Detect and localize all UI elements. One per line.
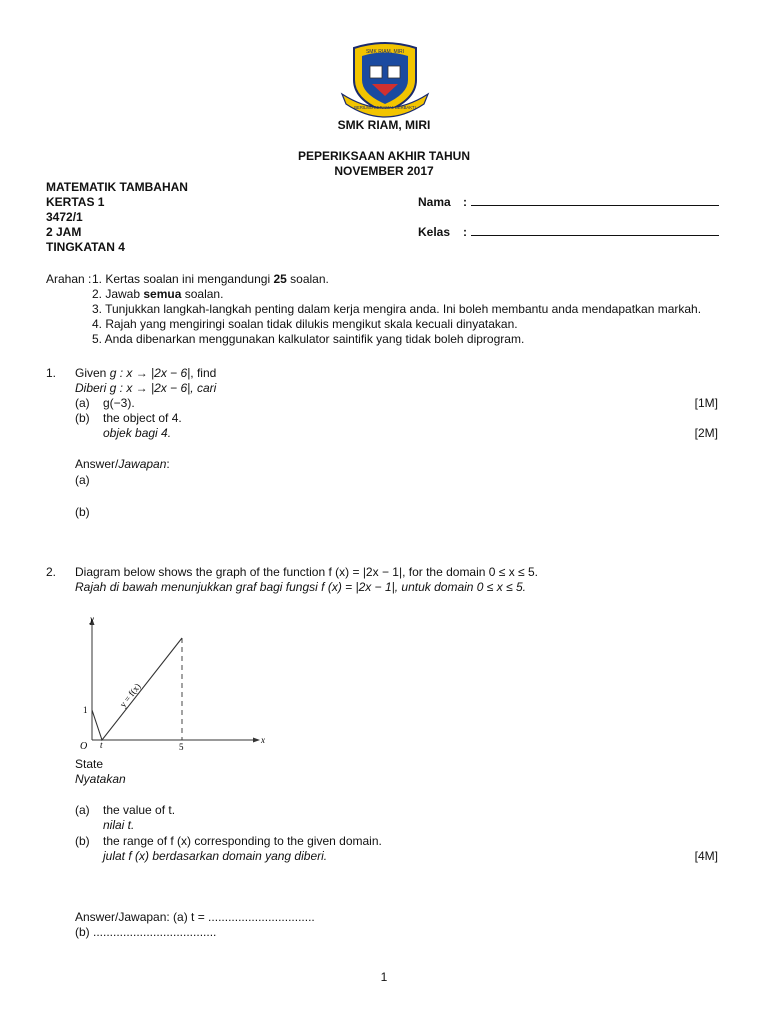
instruction-4: 4. Rajah yang mengiringi soalan tidak dilukis mengikut skala kecuali dinyatakan. (92, 317, 518, 331)
one-tick-label: 1 (83, 705, 88, 715)
t-tick-label: t (100, 740, 103, 750)
q2a-label: (a) (75, 803, 90, 817)
q2b-text-ms: julat f (x) berdasarkan domain yang diberi. (103, 849, 328, 863)
logo-top-text: SMK RIAM, MIRI (365, 49, 405, 55)
exam-date: NOVEMBER 2017 (334, 164, 434, 178)
q1a-marks: [1M] (694, 396, 718, 410)
school-crest-logo (340, 40, 430, 118)
x-axis-arrow (253, 738, 260, 743)
q2-text-ms: Rajah di bawah menunjukkan graf bagi fungsi f (x) = |2x − 1|, untuk domain 0 ≤ x ≤ 5. (75, 580, 526, 594)
q1a-text: g(−3). (103, 396, 135, 410)
q2-state: State (75, 757, 104, 771)
q1a-label: (a) (75, 396, 90, 410)
kelas-label: Kelas (418, 225, 451, 239)
q1-answer-label: Answer/Jawapan: (75, 457, 170, 471)
page-number: 1 (380, 970, 388, 984)
five-tick-label: 5 (179, 742, 184, 752)
subject-name: MATEMATIK TAMBAHAN (46, 180, 188, 194)
kelas-field[interactable]: : (463, 225, 719, 240)
origin-label: O (80, 741, 88, 752)
subject-form: TINGKATAN 4 (46, 240, 125, 254)
nama-label: Nama (418, 195, 451, 209)
q1b-marks: [2M] (694, 426, 718, 440)
school-name: SMK RIAM, MIRI (337, 118, 431, 132)
q1-text-en: Given g : x → |2x − 6|, find (75, 366, 217, 380)
y-axis-label: y (90, 614, 94, 624)
logo-motto-text: BERILMU BERAMAL BERBAKTI (354, 105, 416, 110)
q2-answer-b: (b) ..................................... (75, 925, 217, 939)
q1b-label: (b) (75, 411, 90, 425)
nama-field[interactable]: : (463, 195, 719, 210)
q2-text-en: Diagram below shows the graph of the function f (x) = |2x − 1|, for the domain 0 ≤ x ≤ 5. (75, 565, 538, 579)
subject-duration: 2 JAM (46, 225, 82, 239)
q2b-label: (b) (75, 834, 90, 848)
function-graph (72, 612, 272, 752)
q1-text-ms: Diberi g : x → |2x − 6|, cari (75, 381, 217, 395)
q1-answer-a: (a) (75, 473, 90, 487)
subject-code: 3472/1 (46, 210, 83, 224)
q2-marks: [4M] (694, 849, 718, 863)
q1b-text-ms: objek bagi 4. (103, 426, 172, 440)
subject-paper: KERTAS 1 (46, 195, 105, 209)
q2-number: 2. (46, 565, 57, 579)
curve-label: y = f(x) (117, 681, 143, 710)
instructions-label: Arahan : (46, 272, 92, 286)
q2-answer-a: Answer/Jawapan: (a) t = ................................ (75, 910, 315, 924)
instruction-3: 3. Tunjukkan langkah-langkah penting dalam kerja mengira anda. Ini boleh membantu anda mendapatkan markah. (92, 302, 702, 316)
q1-number: 1. (46, 366, 57, 380)
q2b-text: the range of f (x) corresponding to the given domain. (103, 834, 382, 848)
q2a-text: the value of t. (103, 803, 176, 817)
instruction-2: 2. Jawab semua soalan. (92, 287, 224, 301)
q2a-text-ms: nilai t. (103, 818, 135, 832)
q2-state-ms: Nyatakan (75, 772, 126, 786)
q1-answer-b: (b) (75, 505, 90, 519)
q1b-text: the object of 4. (103, 411, 182, 425)
instruction-5: 5. Anda dibenarkan menggunakan kalkulator saintifik yang tidak boleh diprogram. (92, 332, 525, 346)
instruction-1: 1. Kertas soalan ini mengandungi 25 soalan. (92, 272, 329, 286)
x-axis-label: x (261, 735, 265, 745)
exam-title: PEPERIKSAAN AKHIR TAHUN (297, 149, 470, 163)
